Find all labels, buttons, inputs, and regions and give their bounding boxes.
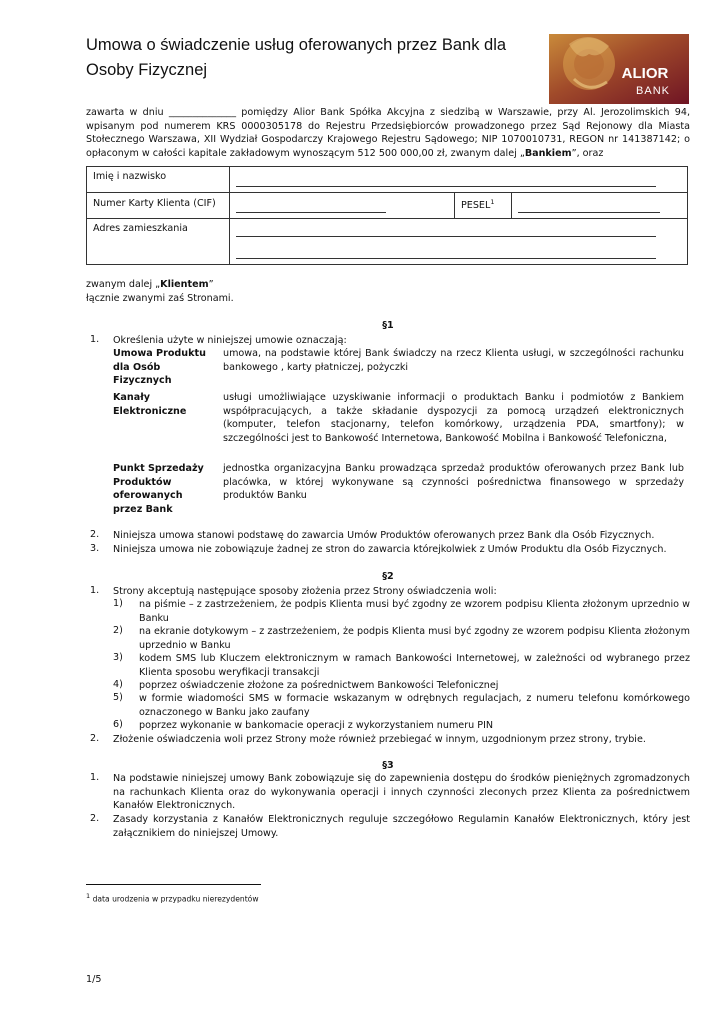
footnote-separator	[86, 884, 261, 885]
definition-text: jednostka organizacyjna Banku prowadząca sprzedaż produktów oferowanych przez Bank lub placówka, w której wykonywane są czynności pośrednictwa finansowego w sprzedaży produktów Banku	[223, 463, 684, 502]
list-item: poprzez wykonanie w bankomacie operacji z wykorzystaniem numeru PIN	[139, 720, 494, 731]
s1-paragraph-2: Niniejsza umowa stanowi podstawę do zawarcia Umów Produktów oferowanych przez Bank dla Osób Fizycznych.	[113, 530, 655, 541]
name-field-cell[interactable]	[230, 167, 688, 193]
s3-paragraph-2: Zasady korzystania z Kanałów Elektronicznych reguluje szczegółowo Regulamin Kanałów Elektronicznych, który jest załącznikiem do niniejszej Umowy.	[113, 814, 690, 839]
address-field-cell[interactable]	[230, 219, 688, 265]
definition-term: Umowa Produktu dla Osób Fizycznych	[113, 348, 206, 387]
s1-paragraph-3: Niniejsza umowa nie zobowiązuje żadnej ze stron do zawarcia którejkolwiek z Umów Produktu dla Osób Fizycznych.	[113, 544, 667, 555]
cif-label-cell	[87, 193, 230, 219]
pesel-field-cell[interactable]	[512, 193, 688, 219]
intro-text: zawarta w dniu ______________ pomiędzy Alior Bank Spółka Akcyjna z siedzibą w Warszawie, przy Al. Jerozolimskich 94, wpisanym pod numerem KRS 0000305178 do Rejestru Przedsiębiorców prowadzonego przez Sąd Rejonowy dla Miasta Stołecznego Warszawa, XII Wydział Gospodarczy Krajowego Rejestru Sądowego; NIP 1070010731, REGON nr 141387142; o opłaconym w całości kapitale zakładowym wynoszącym 512 500 000,00 zł, zwanym dalej „	[86, 107, 690, 159]
page-number: 1/5	[86, 974, 102, 985]
list-marker: 6)	[113, 719, 123, 730]
intro-text-end: ”, oraz	[571, 147, 604, 159]
definition-text: usługi umożliwiające uzyskiwanie informacji o produktach Banku i podmiotów z Bankiem współpracujących, a także składanie dyspozycji za pomocą urządzeń elektronicznych (komputer, telefon stacjonarny, telefon komórkowy, urządzenia PDA, smartfony); w szczególności jest to Bankowość Internetowa, Bankowość Mobilna i Bankowość Telefoniczna,	[223, 392, 684, 444]
address-field-line-1[interactable]	[236, 223, 656, 237]
footnote-mark: 1	[86, 892, 91, 900]
pesel-footnote-mark: 1	[490, 198, 495, 206]
section-3-heading: §3	[382, 760, 394, 771]
footnote-text: data urodzenia w przypadku nierezydentów	[92, 894, 259, 904]
intro-bank-term: Bankiem	[524, 147, 572, 159]
s2-number-1: 1.	[90, 585, 100, 596]
section-1-heading: §1	[382, 320, 394, 331]
s3-number-1: 1.	[90, 772, 100, 783]
document-title: Umowa o świadczenie usług oferowanych przez Bank dla Osoby Fizycznej	[86, 36, 507, 79]
pesel-label-cell	[455, 193, 512, 219]
cif-label: Numer Karty Klienta (CIF)	[93, 198, 216, 209]
cif-field-cell[interactable]	[230, 193, 455, 219]
client-data-table	[86, 166, 688, 265]
intro-paragraph	[86, 106, 690, 160]
section-2-heading: §2	[382, 571, 394, 582]
pesel-label: PESEL	[461, 200, 491, 212]
list-item: na ekranie dotykowym – z zastrzeżeniem, że podpis Klienta musi być zgodny ze wzorem podpisu Klienta złożonym uprzednio w Banku	[139, 626, 690, 651]
s1-paragraph-1: Określenia użyte w niniejszej umowie oznaczają:	[113, 335, 347, 346]
list-marker: 2)	[113, 625, 123, 636]
address-field-line-2[interactable]	[236, 245, 656, 259]
list-item: w formie wiadomości SMS w formacie wskazanym w odrębnych regulacjach, z numeru telefonu komórkowego oznaczonego w Banku jako zaufany	[139, 693, 690, 718]
client-clause: zwanym dalej „Klientem”	[86, 279, 214, 290]
s2-paragraph-2: Złożenie oświadczenia woli przez Strony może również przebiegać w innym, uzgodnionym przez strony, trybie.	[113, 734, 646, 745]
s2-paragraph-1: Strony akceptują następujące sposoby złożenia przez Strony oświadczenia woli:	[113, 586, 497, 597]
client-term: Klientem	[160, 279, 209, 290]
s3-paragraph-1: Na podstawie niniejszej umowy Bank zobowiązuje się do zapewnienia dostępu do środków pieniężnych zgromadzonych na rachunkach Klienta oraz do wykonywania operacji i innych czynności zleconych przez Klienta za pośrednictwem Kanałów Elektronicznych.	[113, 773, 690, 812]
s3-number-2: 2.	[90, 813, 100, 824]
svg-text:BANK: BANK	[636, 85, 670, 97]
footnote	[86, 892, 259, 904]
name-label-cell	[87, 167, 230, 193]
definition-text: umowa, na podstawie której Bank świadczy na rzecz Klienta usługi, w szczególności rachunku bankowego , karty płatniczej, pożyczki	[223, 348, 684, 373]
definition-term: Punkt Sprzedaży Produktów oferowanych przez Bank	[113, 463, 204, 515]
pesel-field[interactable]	[518, 199, 660, 213]
svg-text:ALIOR: ALIOR	[621, 65, 669, 82]
alior-bank-logo	[549, 34, 689, 104]
s1-number-3: 3.	[90, 543, 100, 554]
list-marker: 1)	[113, 598, 123, 609]
s2-number-2: 2.	[90, 733, 100, 744]
list-marker: 3)	[113, 652, 123, 663]
definition-term: Kanały Elektroniczne	[113, 392, 187, 417]
list-marker: 5)	[113, 692, 123, 703]
list-marker: 4)	[113, 679, 123, 690]
name-field[interactable]	[236, 173, 656, 187]
name-label: Imię i nazwisko	[93, 171, 167, 182]
s1-number-1: 1.	[90, 334, 100, 345]
s1-number-2: 2.	[90, 529, 100, 540]
address-label-cell	[87, 219, 230, 265]
cif-field[interactable]	[236, 199, 386, 213]
list-item: poprzez oświadczenie złożone za pośrednictwem Bankowości Telefonicznej	[139, 680, 499, 691]
parties-clause: łącznie zwanymi zaś Stronami.	[86, 293, 234, 304]
list-item: kodem SMS lub Kluczem elektronicznym w ramach Bankowości Internetowej, w zależności od wybranego przez Klienta sposobu weryfikacji transakcji	[139, 653, 690, 678]
list-item: na piśmie – z zastrzeżeniem, że podpis Klienta musi być zgodny ze wzorem podpisu Klienta złożonym uprzednio w Banku	[139, 599, 690, 624]
address-label: Adres zamieszkania	[93, 223, 188, 234]
